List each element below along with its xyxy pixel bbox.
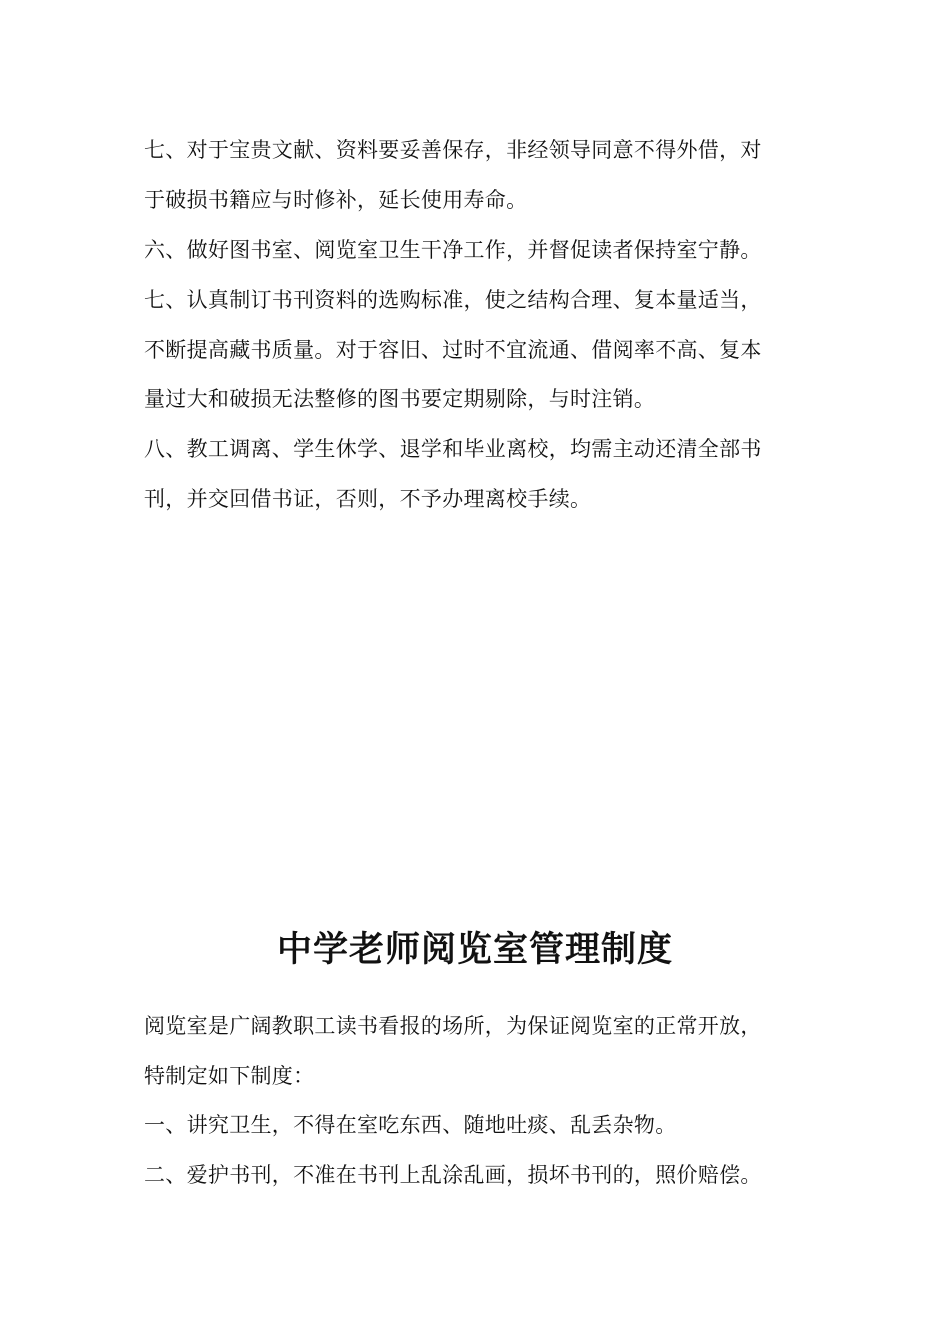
text-line: 阅览室是广阔教职工读书看报的场所，为保证阅览室的正常开放，: [144, 1014, 762, 1038]
text-line: 不断提高藏书质量。对于容旧、过时不宜流通、借阅率不高、复本: [144, 338, 762, 362]
text-line: 一、讲究卫生，不得在室吃东西、随地吐痰、乱丢杂物。: [144, 1113, 677, 1137]
text-line: 特制定如下制度：: [144, 1064, 315, 1088]
text-line: 七、认真制订书刊资料的选购标准，使之结构合理、复本量适当，: [144, 288, 762, 312]
section-title: 中学老师阅览室管理制度: [276, 930, 673, 970]
text-line: 于破损书籍应与时修补，延长使用寿命。: [144, 188, 528, 212]
text-line: 八、教工调离、学生休学、退学和毕业离校，均需主动还清全部书: [144, 437, 762, 461]
text-line: 六、做好图书室、阅览室卫生干净工作，并督促读者保持室宁静。: [144, 238, 762, 262]
text-line: 二、爱护书刊，不准在书刊上乱涂乱画，损坏书刊的，照价赔偿。: [144, 1163, 762, 1187]
text-line: 刊，并交回借书证，否则，不予办理离校手续。: [144, 487, 592, 511]
text-line: 七、对于宝贵文献、资料要妥善保存，非经领导同意不得外借，对: [144, 138, 762, 162]
text-line: 量过大和破损无法整修的图书要定期剔除，与时注销。: [144, 387, 656, 411]
